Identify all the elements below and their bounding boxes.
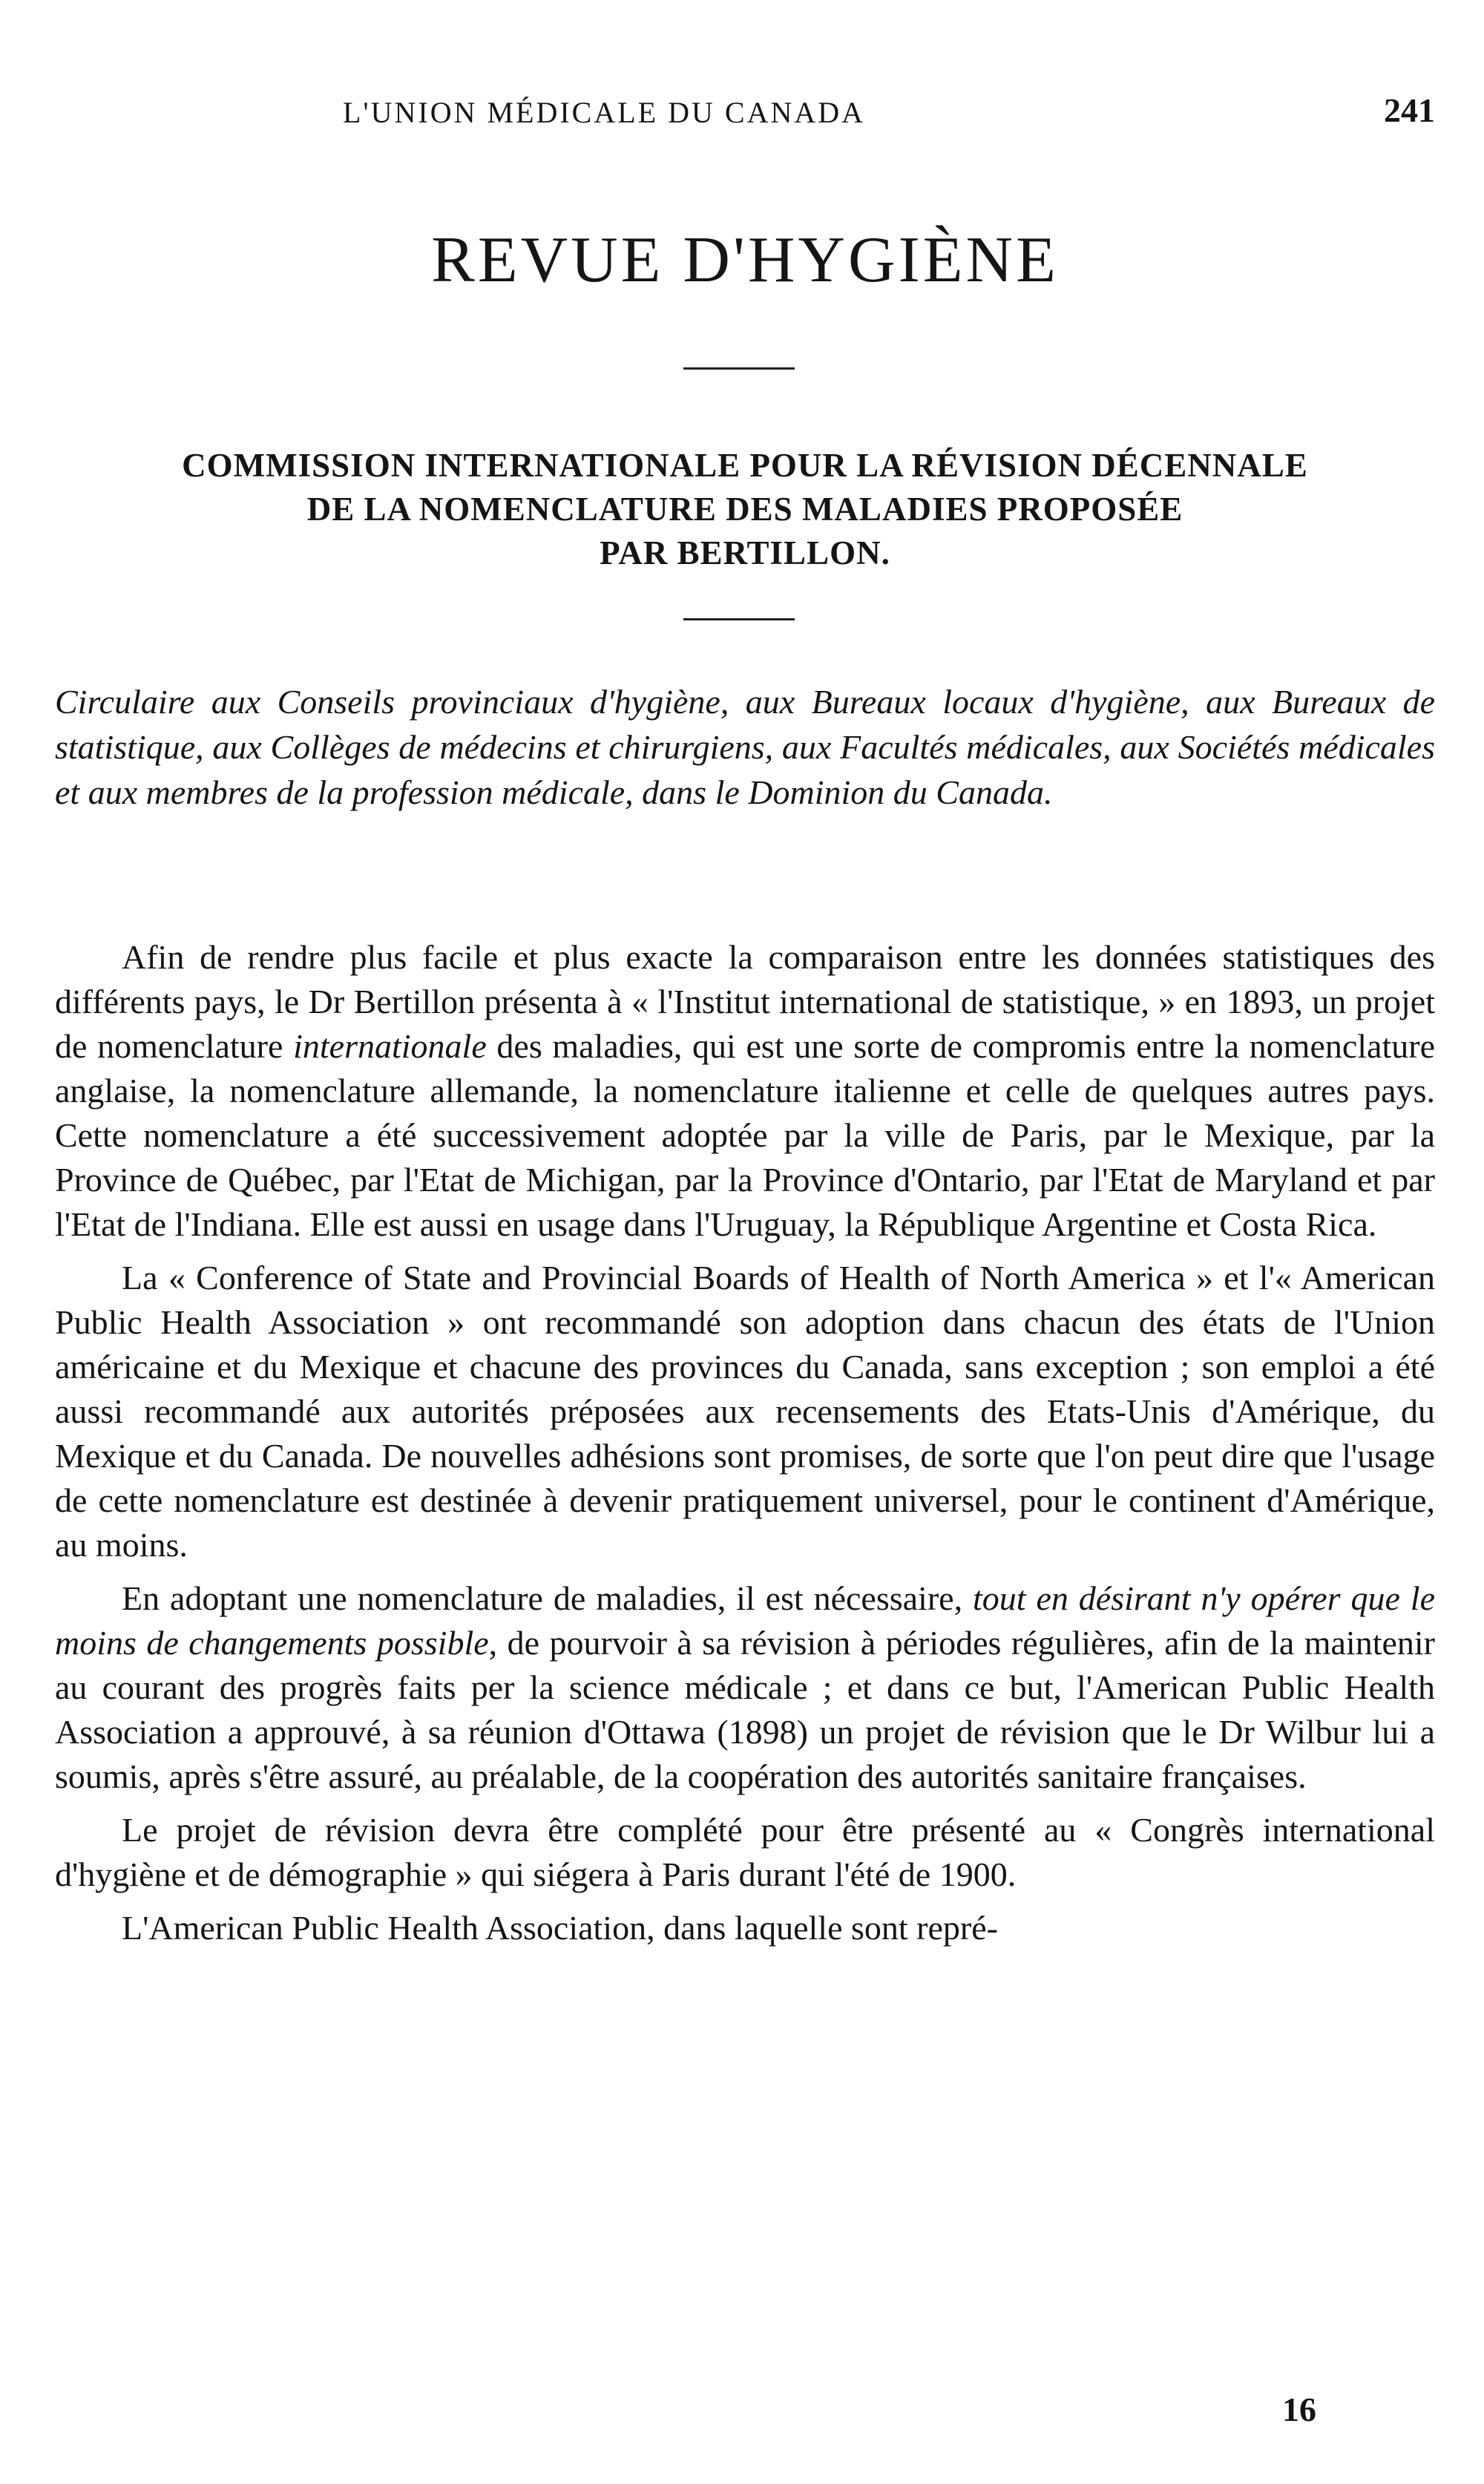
paragraph-3 (55, 1576, 1435, 1799)
page-number: 241 (1384, 91, 1435, 129)
subtitle-line-3: PAR BERTILLON. (600, 534, 890, 571)
paragraph-1-end: des maladies, qui est une sorte de compromis entre la nomenclature anglaise, la nomenclature allemande, la nomenclature italienne et celle de quelques autres pays. Cette nomenclature a été successivement adoptée par la ville de Paris, par le Mexique, par la Province de Québec, par l'Etat de Michigan, par la Province d'Ontario, par l'Etat de Maryland et par l'Etat de l'Indiana. Elle est aussi en usage dans l'Uruguay, la République Argentine et Costa Rica. (55, 1027, 1435, 1243)
signature-mark: 16 (1282, 2390, 1316, 2428)
subtitle-line-1: COMMISSION INTERNATIONALE POUR LA RÉVISION DÉCENNALE (182, 447, 1308, 484)
paragraph-3-start: En adoptant une nomenclature de maladies, il est nécessaire, (122, 1579, 973, 1617)
paragraph-3-end: , de pourvoir à sa révision à périodes régulières, afin de la maintenir au courant des progrès faits per la science médicale ; et dans ce but, l'American Public Health Association a approuvé, à sa réunion d'Ottawa (1898) un projet de révision que le Dr Wilbur lui a soumis, après s'être assuré, au préalable, de la coopération des autorités sanitaire françaises. (55, 1624, 1435, 1795)
title-divider (683, 367, 795, 370)
paragraph-4: Le projet de révision devra être complété pour être présenté au « Congrès international d'hygiène et de démographie » qui siégera à Paris durant l'été de 1900. (55, 1811, 1435, 1893)
article-subtitle (55, 444, 1435, 575)
paragraph-1-start: Afin de rendre plus facile et plus exacte la comparaison entre les données statistiques des différents pays, le Dr Bertillon présenta à « l'Institut international de statistique, » en 1893, un projet de nomenclature (55, 938, 1435, 1065)
paragraph-2: La « Conference of State and Provincial Boards of Health of North America » et l'« American Public Health Association » ont recommandé son adoption dans chacun des états de l'Union américaine et du Mexique et chacune des provinces du Canada, sans exception ; son emploi a été aussi recommandé aux autorités préposées aux recensements des Etats-Unis d'Amérique, du Mexique et du Canada. De nouvelles adhésions sont promises, de sorte que l'on peut dire que l'usage de cette nomenclature est destinée à devenir pratiquement universel, pour le continent d'Amérique, au moins. (55, 1259, 1435, 1564)
subtitle-line-2: DE LA NOMENCLATURE DES MALADIES PROPOSÉE (306, 491, 1183, 528)
document-page (55, 0, 1435, 2484)
running-title: L'UNION MÉDICALE DU CANADA (342, 96, 866, 129)
paragraph-3-italic: tout en désirant n'y opérer que le moins de changements possible (55, 1579, 1435, 1662)
running-head (55, 91, 1435, 140)
paragraph-1 (55, 935, 1435, 1247)
circular-address: Circulaire aux Conseils provinciaux d'hygiène, aux Bureaux locaux d'hygiène, aux Bureaux de statistique, aux Collèges de médecins et chirurgiens, aux Facultés médicales, aux Sociétés médicales et aux membres de la profession médicale, dans le Dominion du Canada. (55, 683, 1435, 811)
paragraph-1-italic: internationale (293, 1027, 487, 1065)
subtitle-divider (683, 618, 795, 620)
paragraph-5: L'American Public Health Association, dans laquelle sont repré- (122, 1909, 998, 1947)
section-title: REVUE D'HYGIÈNE (431, 224, 1059, 296)
article-body (55, 935, 1435, 1959)
